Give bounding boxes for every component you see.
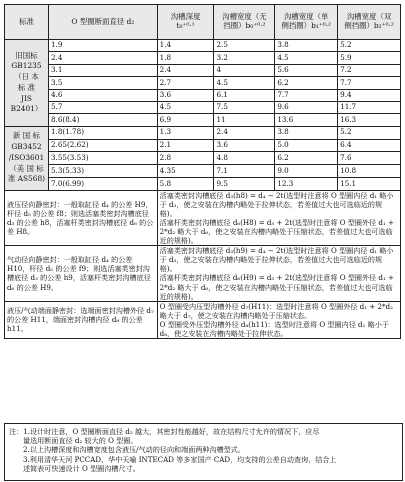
width-single-ring-cell: 12.3 — [275, 177, 338, 190]
width-no-ring-cell: 4 — [214, 64, 275, 76]
groove-depth-cell: 2.7 — [157, 77, 214, 89]
table-row — [5, 139, 401, 152]
width-single-ring-cell: 9.6 — [275, 101, 338, 113]
groove-depth-cell: 1.4 — [157, 40, 214, 52]
standard-line: 标 准 — [17, 82, 36, 92]
section-diameter-cell: 2.4 — [48, 52, 157, 64]
tolerance-condition-cell: 液压/气动端面静密封：选端面密封沟槽外径 d₇ 的公差 H11，端面密封沟槽内径 d₈ 的公差 h11。 — [5, 301, 158, 338]
section-diameter-cell: 5.3(5.33) — [48, 165, 157, 178]
width-double-ring-cell: 5.2 — [338, 126, 401, 139]
width-single-ring-cell: 13.6 — [275, 114, 338, 126]
tolerance-rule-text: 活塞类密封沟槽底径 d₃(h9) = d₄ − 2t(选型时注意将 O 型圈内径 d₁ 略小于 d₃，使之安装在沟槽内略处于拉伸状态，若差值过大也可选临近的规格)。 — [159, 246, 394, 274]
standard-line: 旧国标 — [15, 50, 38, 60]
tolerance-rule-cell — [157, 301, 400, 338]
width-double-ring-cell: 9.4 — [338, 89, 401, 101]
table-row — [5, 152, 401, 165]
width-single-ring-cell: 6.2 — [275, 152, 338, 165]
tolerance-row — [5, 190, 401, 245]
section-diameter-cell: 5.7 — [48, 101, 157, 113]
width-double-ring-cell: 15.1 — [338, 177, 401, 190]
standard-line: 新 国 标 — [13, 131, 40, 141]
header-row — [5, 5, 401, 40]
tolerance-row — [5, 301, 401, 338]
width-no-ring-cell: 7.5 — [214, 101, 275, 113]
groove-depth-cell: 2.8 — [157, 152, 214, 165]
standard-line: GB1235 — [11, 61, 42, 71]
table-row — [5, 101, 401, 113]
note-line: 注：1.设计时注意，O 型圈断面直径 d₂ 越大，其密封性能越好，故在结构尺寸允许的情况下，应尽 — [9, 427, 320, 436]
tolerance-rule-cell — [157, 190, 400, 245]
section-diameter-cell: 3.55(3.53) — [48, 152, 157, 165]
section-diameter-cell: 7.0(6.99) — [48, 177, 157, 190]
note-line: 2.以上沟槽深度和沟槽宽度包含液压/气动的径向和端面两种沟槽型式。 — [23, 445, 245, 455]
groove-depth-cell: 2.1 — [157, 139, 214, 152]
header-section-diameter: O 型圈断面直径 d₂ — [48, 5, 157, 40]
width-double-ring-cell: 11.7 — [338, 101, 401, 113]
section-diameter-cell: 3.1 — [48, 64, 157, 76]
width-double-ring-cell: 7.7 — [338, 77, 401, 89]
notes-box — [4, 423, 403, 481]
groove-depth-cell: 1.8 — [157, 52, 214, 64]
note-line: 3.利用清华天河 PCCAD、华中天喻 INTECAD 等多家国产 CAD，均支持的公差自动查询，结合上 — [23, 454, 337, 464]
table-row — [5, 89, 401, 101]
tolerance-rule-text: 活塞杆类密封沟槽底径 d₆(H8) = d₅ + 2t(选型时注意将 O 型圈外径 d₁ + 2*d₂ 略大于 d₆，使之安装在沟槽内略处于压缩状态，若差值过大也可选临近的规格)。 — [159, 217, 394, 246]
table-row — [5, 114, 401, 126]
table-row — [5, 40, 401, 52]
section-diameter-cell: 8.6(8.4) — [48, 114, 157, 126]
standard-line: /ISO3601 — [8, 152, 45, 162]
note-line: 量选用断面直径 d₂ 较大的 O 型圈。 — [23, 436, 138, 446]
width-no-ring-cell: 4.5 — [214, 77, 275, 89]
width-single-ring-cell: 9.0 — [275, 165, 338, 178]
width-single-ring-cell: 5.0 — [275, 139, 338, 152]
section-diameter-cell: 2.65(2.62) — [48, 139, 157, 152]
tolerance-rule-cell — [157, 246, 400, 301]
groove-depth-cell: 5.8 — [157, 177, 214, 190]
header-width-double-ring: 沟槽宽度（双 侧挡圈）b₂⁺⁰·² — [338, 5, 401, 40]
note-line: 述简表可快速设计 O 型圈沟槽尺寸。 — [23, 463, 140, 473]
standard-line: B2401） — [10, 104, 43, 114]
width-double-ring-cell: 5.2 — [338, 40, 401, 52]
new-standard-group — [5, 126, 401, 190]
width-no-ring-cell: 7.1 — [214, 165, 275, 178]
groove-depth-cell: 1.3 — [157, 126, 214, 139]
groove-depth-cell: 2.4 — [157, 64, 214, 76]
section-diameter-cell: 1.8(1.78) — [48, 126, 157, 139]
width-double-ring-cell: 6.4 — [338, 139, 401, 152]
groove-depth-cell: 4.35 — [157, 165, 214, 178]
tolerance-rule-text: O 型圈受外压型沟槽外径 d₈(h11)：选型时注意将 O 型圈内径 d₁ 略小于 d₈，使之安装在沟槽内略处于拉伸状态。 — [159, 319, 389, 338]
width-no-ring-cell: 4.8 — [214, 152, 275, 165]
tolerance-sections — [5, 190, 401, 338]
standard-cell — [5, 40, 49, 127]
old-standard-group — [5, 40, 401, 127]
standard-line: （美 国 标 — [9, 163, 44, 173]
width-double-ring-cell: 7.2 — [338, 64, 401, 76]
tolerance-row — [5, 246, 401, 301]
width-no-ring-cell: 2.5 — [214, 40, 275, 52]
width-no-ring-cell: 6.1 — [214, 89, 275, 101]
o-ring-groove-table — [4, 4, 401, 339]
width-no-ring-cell: 9.5 — [214, 177, 275, 190]
width-single-ring-cell: 7.7 — [275, 89, 338, 101]
groove-depth-cell: 4.5 — [157, 101, 214, 113]
tolerance-rule-text: O 型圈受内压型沟槽外径 d₇(H11)：选型时注意将 O 型圈外径 d₁ + 2*d₂ 略大于 d₇，使之安装在沟槽内略处于压缩状态。 — [159, 301, 393, 320]
table-row — [5, 177, 401, 190]
standard-line: （日 本 — [14, 72, 39, 82]
width-single-ring-cell: 3.8 — [275, 40, 338, 52]
standard-line: 准 AS568) — [7, 174, 46, 184]
width-double-ring-cell: 5.9 — [338, 52, 401, 64]
groove-depth-cell: 6.9 — [157, 114, 214, 126]
table-row — [5, 126, 401, 139]
width-no-ring-cell: 2.4 — [214, 126, 275, 139]
section-diameter-cell: 1.9 — [48, 40, 157, 52]
tolerance-rule-text: 活塞杆类密封沟槽底径 d₆(H9) = d₅ + 2t(选型时注意将 O 型圈外径 d₁ + 2*d₂ 略大于 d₆，使之安装在沟槽内略处于压缩状态，若差值过大也可选临近的规格)。 — [159, 273, 394, 301]
table-row — [5, 64, 401, 76]
width-no-ring-cell: 3.6 — [214, 139, 275, 152]
tolerance-condition-cell: 液压径向静密封：一般取缸径 d₄ 的公差 H9，杆径 d₅ 的公差 f8；则选活塞类密封沟槽底径 d₃ 的公差 h8，活塞杆类密封沟槽底径 d₆ 的公差 H8。 — [5, 190, 158, 245]
width-single-ring-cell: 4.5 — [275, 52, 338, 64]
header-width-no-ring: 沟槽宽度（无 挡圈）b₀⁺⁰·² — [214, 5, 275, 40]
table-row — [5, 165, 401, 178]
width-no-ring-cell: 11 — [214, 114, 275, 126]
width-double-ring-cell: 10.8 — [338, 165, 401, 178]
standard-line: GB3452 — [11, 142, 42, 152]
width-double-ring-cell: 7.6 — [338, 152, 401, 165]
header-width-single-ring: 沟槽宽度（单 侧挡圈）b₁⁺⁰·² — [275, 5, 338, 40]
width-single-ring-cell: 6.2 — [275, 77, 338, 89]
tolerance-condition-cell: 气动径向静密封：一般取缸径 d₄ 的公差 H10，杆径 d₅ 的公差 f9；则选活塞类密封沟槽底径 d₃ 的公差 h9，活塞杆类密封沟槽底径 d₆ 的公差 H9。 — [5, 246, 158, 301]
width-single-ring-cell: 3.8 — [275, 126, 338, 139]
groove-depth-cell: 3.6 — [157, 89, 214, 101]
section-diameter-cell: 3.5 — [48, 77, 157, 89]
width-single-ring-cell: 5.6 — [275, 64, 338, 76]
header-groove-depth: 沟槽深度 t₀⁺⁰·¹ — [157, 5, 214, 40]
width-double-ring-cell: 16.3 — [338, 114, 401, 126]
header-standard: 标准 — [5, 5, 49, 40]
table-row — [5, 77, 401, 89]
tolerance-rule-text: 活塞类密封沟槽底径 d₃(h8) = d₄ − 2t(选型时注意将 O 型圈内径 d₁ 略小于 d₃，使之安装在沟槽内略处于拉伸状态，若差值过大也可选临近的规格)。 — [159, 190, 394, 218]
standard-cell — [5, 126, 49, 190]
width-no-ring-cell: 3.2 — [214, 52, 275, 64]
standard-line: JIS — [21, 93, 32, 103]
table-row — [5, 52, 401, 64]
section-diameter-cell: 4.6 — [48, 89, 157, 101]
